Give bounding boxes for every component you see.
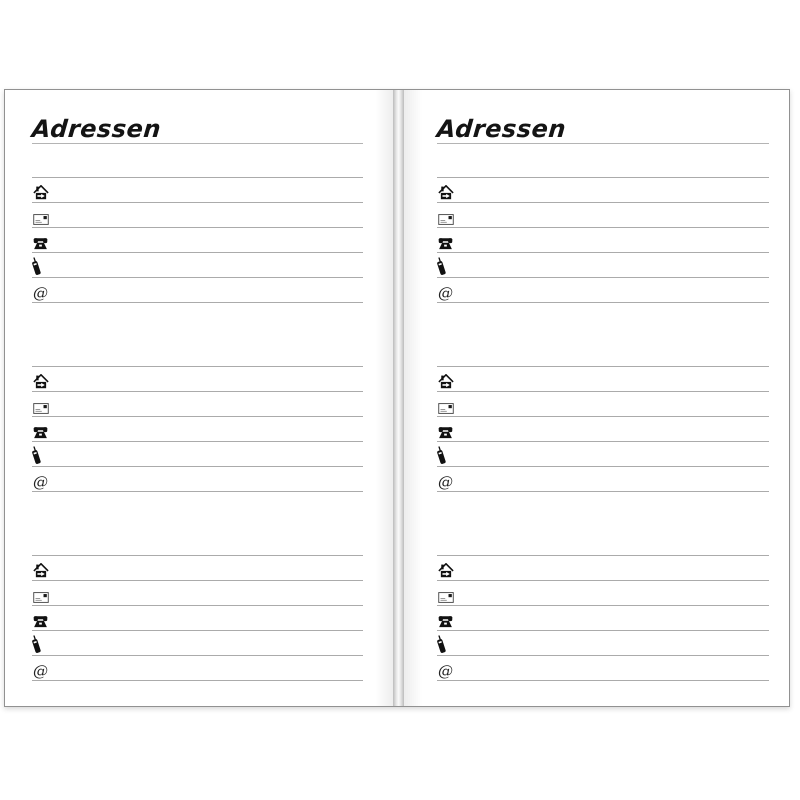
house-icon (33, 563, 49, 578)
address-line (437, 556, 769, 581)
page-title: Adressen (435, 115, 568, 143)
address-line (32, 367, 363, 392)
telephone-icon (438, 426, 453, 439)
house-icon (33, 185, 49, 200)
page-spread (4, 89, 790, 707)
phone-line (437, 606, 769, 631)
at-icon: @ (438, 284, 453, 302)
at-icon: @ (438, 662, 453, 680)
at-icon: @ (33, 473, 48, 491)
email-line (32, 467, 363, 492)
mobile-phone-icon (434, 634, 448, 654)
right-title-row (437, 116, 769, 144)
book-spine (393, 89, 404, 707)
phone-line (437, 228, 769, 253)
name-line (437, 342, 769, 367)
mobile-line (32, 253, 363, 278)
mobile-phone-icon (29, 634, 43, 654)
phone-line (32, 228, 363, 253)
address-entry-block (437, 153, 769, 303)
envelope-icon (438, 592, 454, 603)
mobile-line (32, 442, 363, 467)
at-icon: @ (33, 284, 48, 302)
mobile-phone-icon (29, 256, 43, 276)
telephone-icon (438, 237, 453, 250)
address-entry-block (437, 531, 769, 681)
postal-line (32, 392, 363, 417)
at-icon: @ (438, 473, 453, 491)
name-line (32, 531, 363, 556)
blocks-container (437, 153, 769, 681)
name-line (437, 531, 769, 556)
right-page-content (404, 116, 789, 681)
house-icon (438, 563, 454, 578)
telephone-icon (33, 426, 48, 439)
phone-line (32, 606, 363, 631)
email-line (32, 278, 363, 303)
phone-line (437, 417, 769, 442)
mobile-line (437, 631, 769, 656)
name-line (437, 153, 769, 178)
postal-line (437, 392, 769, 417)
house-icon (33, 374, 49, 389)
email-line (437, 278, 769, 303)
postal-line (437, 581, 769, 606)
blocks-container (32, 153, 363, 681)
address-line (32, 178, 363, 203)
envelope-icon (33, 592, 49, 603)
left-title-row (32, 116, 363, 144)
page-title: Adressen (30, 115, 163, 143)
address-entry-block (32, 531, 363, 681)
telephone-icon (438, 615, 453, 628)
name-line (32, 153, 363, 178)
postal-line (437, 203, 769, 228)
left-page (4, 89, 393, 707)
name-line (32, 342, 363, 367)
address-line (32, 556, 363, 581)
address-entry-block (32, 153, 363, 303)
mobile-line (437, 253, 769, 278)
envelope-icon (33, 214, 49, 225)
email-line (437, 656, 769, 681)
mobile-phone-icon (434, 256, 448, 276)
address-line (437, 367, 769, 392)
telephone-icon (33, 237, 48, 250)
mobile-line (32, 631, 363, 656)
email-line (437, 467, 769, 492)
mobile-phone-icon (29, 445, 43, 465)
postal-line (32, 203, 363, 228)
postal-line (32, 581, 363, 606)
mobile-phone-icon (434, 445, 448, 465)
at-icon: @ (33, 662, 48, 680)
mobile-line (437, 442, 769, 467)
right-page (404, 89, 790, 707)
telephone-icon (33, 615, 48, 628)
envelope-icon (438, 403, 454, 414)
house-icon (438, 185, 454, 200)
address-entry-block (437, 342, 769, 492)
phone-line (32, 417, 363, 442)
house-icon (438, 374, 454, 389)
email-line (32, 656, 363, 681)
left-page-content (5, 116, 393, 681)
envelope-icon (33, 403, 49, 414)
envelope-icon (438, 214, 454, 225)
address-entry-block (32, 342, 363, 492)
address-line (437, 178, 769, 203)
